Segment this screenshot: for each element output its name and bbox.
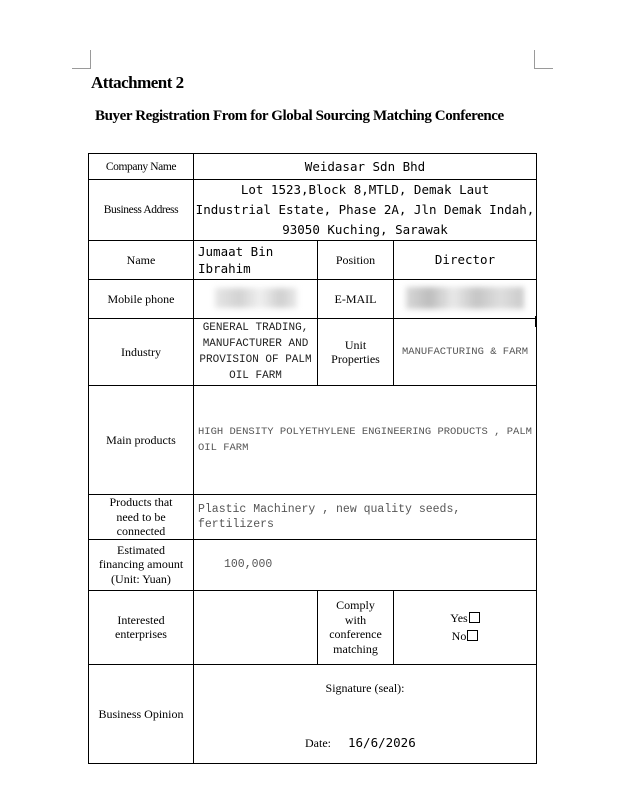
- label-mobile-phone: Mobile phone: [89, 280, 194, 319]
- name-line-2: Ibrahim: [198, 261, 251, 276]
- registration-form-table: [88, 153, 537, 764]
- date-label: Date:: [305, 735, 331, 750]
- label-unit-properties: Unit Properties: [318, 319, 394, 386]
- label-comply: Comply with conference matching: [318, 590, 394, 664]
- mobile-phone-value[interactable]: [194, 280, 318, 319]
- no-label: No: [451, 629, 467, 643]
- main-products-value[interactable]: HIGH DENSITY POLYETHYLENE ENGINEERING PRODUCTS , PALM OIL FARM: [194, 386, 537, 495]
- comply-options: [394, 590, 537, 664]
- address-line-3: 93050 Kuching, Sarawak: [282, 222, 448, 237]
- redacted-email: [406, 287, 524, 309]
- label-products-connected: Products that need to be connected: [89, 495, 194, 540]
- no-checkbox[interactable]: [467, 630, 478, 641]
- form-title: Buyer Registration From for Global Sourcing Matching Conference: [95, 108, 504, 124]
- address-line-2: Industrial Estate, Phase 2A, Jln Demak Indah,: [195, 202, 535, 217]
- label-opinion: Business Opinion: [89, 664, 194, 763]
- name-value[interactable]: [194, 241, 318, 280]
- row-main-products: [89, 386, 537, 495]
- label-business-address: Business Address: [89, 180, 194, 241]
- page-corner-mark-right: [534, 50, 553, 69]
- industry-value[interactable]: GENERAL TRADING, MANUFACTURER AND PROVISION OF PALM OIL FARM: [194, 319, 318, 386]
- page-corner-mark-left: [72, 50, 91, 69]
- name-line-1: Jumaat Bin: [198, 244, 274, 259]
- date-line: [305, 734, 416, 752]
- label-email: E-MAIL: [318, 280, 394, 319]
- row-opinion: [89, 664, 537, 763]
- option-yes[interactable]: [394, 609, 536, 627]
- label-name: Name: [89, 241, 194, 280]
- unit-properties-value[interactable]: MANUFACTURING & FARM: [394, 319, 537, 386]
- label-main-products: Main products: [89, 386, 194, 495]
- label-industry: Industry: [89, 319, 194, 386]
- option-no[interactable]: [394, 627, 536, 645]
- business-address-value[interactable]: [194, 180, 537, 241]
- text-cursor: [535, 316, 537, 327]
- label-position: Position: [318, 241, 394, 280]
- row-mobile-email: [89, 280, 537, 319]
- interested-value[interactable]: [194, 590, 318, 664]
- financing-value[interactable]: 100,000: [194, 539, 537, 590]
- row-name: [89, 241, 537, 280]
- label-financing: Estimated financing amount (Unit: Yuan): [89, 539, 194, 590]
- yes-checkbox[interactable]: [469, 612, 480, 623]
- yes-label: Yes: [450, 611, 468, 625]
- row-business-address: [89, 180, 537, 241]
- opinion-area[interactable]: [194, 664, 537, 763]
- row-financing: [89, 539, 537, 590]
- company-name-value[interactable]: Weidasar Sdn Bhd: [194, 154, 537, 180]
- position-value[interactable]: Director: [394, 241, 537, 280]
- date-value[interactable]: 16/6/2026: [348, 734, 416, 750]
- row-products-connected: [89, 495, 537, 540]
- signature-label: Signature (seal):: [325, 680, 405, 695]
- row-industry: [89, 319, 537, 386]
- label-interested: Interested enterprises: [89, 590, 194, 664]
- address-line-1: Lot 1523,Block 8,MTLD, Demak Laut: [240, 182, 490, 197]
- redacted-phone: [215, 288, 297, 308]
- label-company-name: Company Name: [89, 154, 194, 180]
- email-value[interactable]: [394, 280, 537, 319]
- row-company-name: [89, 154, 537, 180]
- products-connected-value[interactable]: Plastic Machinery , new quality seeds, fertilizers: [194, 495, 537, 540]
- attachment-heading: Attachment 2: [91, 73, 184, 92]
- row-interested: [89, 590, 537, 664]
